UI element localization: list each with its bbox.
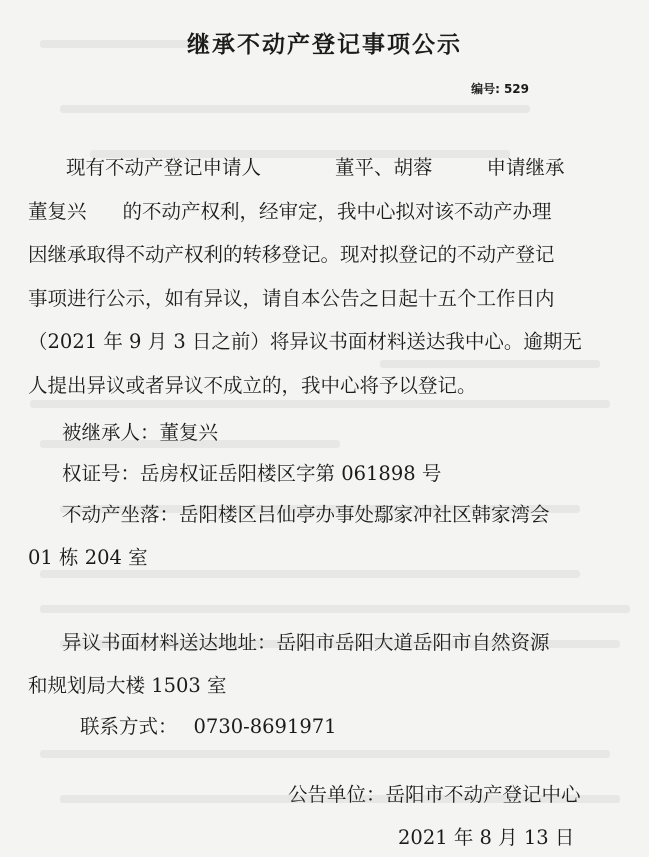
notice-date: 2021 年 8 月 13 日	[398, 826, 575, 849]
location-continued: 01 栋 204 室	[28, 546, 148, 569]
body-line-4: 事项进行公示，如有异议，请自本公告之日起十五个工作日内	[28, 286, 555, 310]
decedent-name: 董复兴	[28, 199, 87, 223]
issuer-label: 公告单位：	[288, 783, 386, 806]
serial-value: 529	[503, 82, 529, 96]
body-line-1	[28, 146, 626, 190]
applicant-names: 董平、胡蓉	[335, 156, 433, 179]
certificate-label: 权证号：	[62, 462, 141, 485]
serial-number	[467, 80, 529, 97]
certificate-field	[62, 458, 441, 486]
address-continued: 和规划局大楼 1503 室	[28, 674, 227, 697]
serial-label: 编号:	[471, 82, 500, 96]
address-value: 岳阳市岳阳大道岳阳市自然资源	[276, 631, 550, 654]
location-field	[62, 499, 550, 527]
body-line-5: （2021 年 9 月 3 日之前）将异议书面材料送达我中心。逾期无	[28, 330, 582, 353]
body-text: 现有不动产登记申请人	[66, 156, 262, 179]
notice-title: 继承不动产登记事项公示	[187, 32, 462, 58]
body-line-3: 因继承取得不动产权利的转移登记。现对拟登记的不动产登记	[28, 243, 555, 266]
location-value: 岳阳楼区吕仙亭办事处鄢家冲社区韩家湾会	[179, 503, 550, 526]
location-label: 不动产坐落：	[62, 503, 180, 526]
body-text: 的不动产权利，经审定，我中心拟对该不动产办理	[122, 199, 552, 223]
address-label: 异议书面材料送达地址：	[62, 631, 277, 654]
heir-field	[62, 417, 218, 445]
contact-phone: 0730-8691971	[193, 715, 337, 738]
issuer	[288, 779, 581, 807]
address-field	[62, 627, 550, 655]
body-text: 申请继承	[486, 156, 565, 179]
body-line-6: 人提出异议或者异议不成立的，我中心将予以登记。	[28, 373, 477, 397]
contact-label: 联系方式：	[80, 715, 178, 738]
contact-field	[80, 711, 337, 739]
heir-label: 被继承人：	[62, 421, 160, 444]
certificate-value: 岳房权证岳阳楼区字第 061898 号	[140, 462, 442, 485]
body-line-2	[28, 190, 626, 234]
notice-body	[28, 146, 626, 407]
heir-value: 董复兴	[159, 421, 219, 444]
issuer-value: 岳阳市不动产登记中心	[385, 783, 581, 806]
